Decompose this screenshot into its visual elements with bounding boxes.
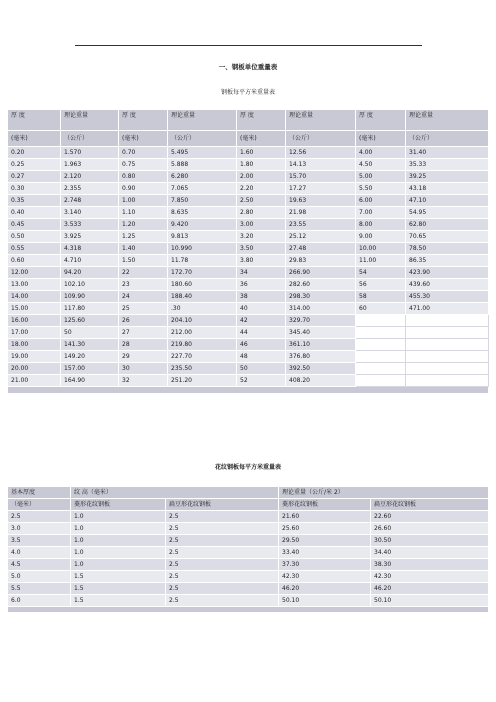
unit-cell: (毫米) <box>119 131 168 147</box>
table-cell: 392.50 <box>286 363 356 375</box>
steel-plate-weight-table <box>7 109 489 394</box>
table-cell: 0.60 <box>8 255 61 267</box>
table-row <box>8 583 489 595</box>
table-cell: 0.50 <box>8 231 61 243</box>
table-cell: 27.48 <box>286 243 356 255</box>
table-row <box>8 255 489 267</box>
table-cell: 235.50 <box>168 363 237 375</box>
table-cell: 204.10 <box>168 315 237 327</box>
table-cell: 31.40 <box>406 147 489 159</box>
table-cell: 3.00 <box>237 219 286 231</box>
table-cell: 46.20 <box>279 583 371 595</box>
table-cell: 1.963 <box>61 159 119 171</box>
table-cell: 4.710 <box>61 255 119 267</box>
table-cell: 9.00 <box>356 231 406 243</box>
table-cell: 22 <box>119 267 168 279</box>
table-cell: 471.00 <box>406 303 489 315</box>
table-cell: 8.635 <box>168 207 237 219</box>
table-cell: 30 <box>119 363 168 375</box>
table-cell: 141.30 <box>61 339 119 351</box>
table-cell: 50 <box>237 363 286 375</box>
table-cell: 1.20 <box>119 219 168 231</box>
table-cell: 4.5 <box>8 559 71 571</box>
table-cell: 15.00 <box>8 303 61 315</box>
table-cell: 3.0 <box>8 523 71 535</box>
table-cell: 2.5 <box>166 535 279 547</box>
table-cell: 2.5 <box>166 511 279 523</box>
table2-body <box>8 511 489 607</box>
table-cell: 1.00 <box>119 195 168 207</box>
unit-cell: （公斤） <box>61 131 119 147</box>
table-cell: 38.30 <box>371 559 489 571</box>
table-cell: 149.20 <box>61 351 119 363</box>
table-cell: 34 <box>237 267 286 279</box>
footer-cell <box>8 387 489 394</box>
table-cell: 56 <box>356 279 406 291</box>
table-cell: 19.63 <box>286 195 356 207</box>
table-cell: 5.5 <box>8 583 71 595</box>
table-cell: 345.40 <box>286 327 356 339</box>
table-cell: 11.78 <box>168 255 237 267</box>
table-cell: 5.0 <box>8 571 71 583</box>
table-cell: 423.90 <box>406 267 489 279</box>
table-cell: 11.00 <box>356 255 406 267</box>
table-cell <box>356 363 406 375</box>
top-rule <box>75 45 422 46</box>
table-cell <box>406 327 489 339</box>
table-cell: 24 <box>119 291 168 303</box>
table-cell: 16.00 <box>8 315 61 327</box>
table-row <box>8 291 489 303</box>
table-cell: 6.0 <box>8 595 71 607</box>
table-cell: 109.90 <box>61 291 119 303</box>
table-cell: 14.00 <box>8 291 61 303</box>
table-cell: 7.065 <box>168 183 237 195</box>
table-cell: 2.50 <box>237 195 286 207</box>
table-row <box>8 243 489 255</box>
table-row <box>8 327 489 339</box>
table-cell: 0.70 <box>119 147 168 159</box>
table-cell: 329.70 <box>286 315 356 327</box>
table-cell: 408.20 <box>286 375 356 387</box>
table-cell: 54 <box>356 267 406 279</box>
table-row <box>8 147 489 159</box>
table-cell: 282.60 <box>286 279 356 291</box>
table-cell: 1.0 <box>71 559 166 571</box>
table2-footer-bar <box>8 607 489 613</box>
table-cell: 6.280 <box>168 171 237 183</box>
table2-subheader-row <box>8 499 489 511</box>
table-cell: 36 <box>237 279 286 291</box>
table2-caption: 花纹钢板每平方米重量表 <box>214 464 281 471</box>
table-cell: 1.5 <box>71 595 166 607</box>
table-cell: 0.35 <box>8 195 61 207</box>
table-cell: 27 <box>119 327 168 339</box>
table-row <box>8 195 489 207</box>
table-cell <box>356 327 406 339</box>
unit-cell: （公斤） <box>406 131 489 147</box>
table-cell <box>406 375 489 387</box>
table-cell: 32 <box>119 375 168 387</box>
table-cell: 1.60 <box>237 147 286 159</box>
table-cell: 1.0 <box>71 523 166 535</box>
table-cell: 23 <box>119 279 168 291</box>
table-row <box>8 339 489 351</box>
header-cell: 菱形花纹钢板 <box>279 499 371 511</box>
table-cell: 2.5 <box>166 571 279 583</box>
header-cell: 基本厚度 <box>8 487 71 499</box>
table-cell: 15.70 <box>286 171 356 183</box>
table-row <box>8 279 489 291</box>
table-cell: 2.5 <box>8 511 71 523</box>
table-cell: 8.00 <box>356 219 406 231</box>
header-cell: 菱形花纹钢板 <box>71 499 166 511</box>
table-cell <box>356 351 406 363</box>
table-cell: 21.00 <box>8 375 61 387</box>
table-cell: 0.80 <box>119 171 168 183</box>
table-cell: 2.5 <box>166 583 279 595</box>
table-cell: 2.120 <box>61 171 119 183</box>
table-cell: 52 <box>237 375 286 387</box>
table-cell: 3.140 <box>61 207 119 219</box>
table-cell: 314.00 <box>286 303 356 315</box>
table-cell: 0.25 <box>8 159 61 171</box>
table-cell: 266.90 <box>286 267 356 279</box>
table-cell: 7.00 <box>356 207 406 219</box>
table-cell: 70.65 <box>406 231 489 243</box>
table-cell: 6.00 <box>356 195 406 207</box>
table-cell: 58 <box>356 291 406 303</box>
table-cell: 19.00 <box>8 351 61 363</box>
table-cell <box>406 315 489 327</box>
table-cell: 42 <box>237 315 286 327</box>
table-cell: 94.20 <box>61 267 119 279</box>
table-cell: 125.60 <box>61 315 119 327</box>
table-row <box>8 351 489 363</box>
table-cell: 298.30 <box>286 291 356 303</box>
header-cell: 厚 度 <box>356 110 406 131</box>
table-cell: 12.56 <box>286 147 356 159</box>
table-cell: 26.60 <box>371 523 489 535</box>
unit-cell: (毫米) <box>8 131 61 147</box>
table-cell: 1.25 <box>119 231 168 243</box>
header-cell: 理论重量 <box>406 110 489 131</box>
table-cell: 17.00 <box>8 327 61 339</box>
table-cell <box>406 351 489 363</box>
table-cell: 3.80 <box>237 255 286 267</box>
table-cell: 29.50 <box>279 535 371 547</box>
table-row <box>8 559 489 571</box>
table-cell: 33.40 <box>279 547 371 559</box>
header-cell: 理论重量 <box>168 110 237 131</box>
table-cell: 7.850 <box>168 195 237 207</box>
table-cell: 25 <box>119 303 168 315</box>
table-cell: 14.13 <box>286 159 356 171</box>
table-cell: 157.00 <box>61 363 119 375</box>
table-cell <box>356 375 406 387</box>
table-cell: 1.5 <box>71 583 166 595</box>
section-title: 一、钢板单位重量表 <box>218 63 278 71</box>
table1-caption: 钢板每平方米重量表 <box>220 89 275 96</box>
table-cell: 188.40 <box>168 291 237 303</box>
table-cell: 2.80 <box>237 207 286 219</box>
table-cell: 3.5 <box>8 535 71 547</box>
header-cell: （毫米） <box>8 499 71 511</box>
unit-cell: (毫米) <box>356 131 406 147</box>
table-cell: 4.0 <box>8 547 71 559</box>
table-cell: 4.50 <box>356 159 406 171</box>
unit-cell: （公斤） <box>286 131 356 147</box>
table-cell: 54.95 <box>406 207 489 219</box>
table-cell: 439.60 <box>406 279 489 291</box>
table-cell: 1.40 <box>119 243 168 255</box>
table1-body <box>8 147 489 387</box>
table-cell: 1.0 <box>71 535 166 547</box>
table-cell: 29.83 <box>286 255 356 267</box>
table-cell: 5.888 <box>168 159 237 171</box>
table-row <box>8 219 489 231</box>
table-cell: 34.40 <box>371 547 489 559</box>
table-cell: 21.60 <box>279 511 371 523</box>
table-cell: 361.10 <box>286 339 356 351</box>
table-cell: 2.5 <box>166 559 279 571</box>
table-row <box>8 363 489 375</box>
table-row <box>8 267 489 279</box>
header-cell: 理论重量 <box>286 110 356 131</box>
table-cell: 0.55 <box>8 243 61 255</box>
table-cell: 219.80 <box>168 339 237 351</box>
table-cell: 50.10 <box>371 595 489 607</box>
table-cell: 102.10 <box>61 279 119 291</box>
header-cell: 理论重量 <box>61 110 119 131</box>
table-cell: 5.495 <box>168 147 237 159</box>
table-cell: 117.80 <box>61 303 119 315</box>
table-cell <box>406 339 489 351</box>
table-cell: 17.27 <box>286 183 356 195</box>
table-row <box>8 511 489 523</box>
table-cell: 3.533 <box>61 219 119 231</box>
table-cell <box>356 339 406 351</box>
table-cell: 180.60 <box>168 279 237 291</box>
table-cell: 1.50 <box>119 255 168 267</box>
table-cell: 50.10 <box>279 595 371 607</box>
table-cell: 164.90 <box>61 375 119 387</box>
table-cell: 1.80 <box>237 159 286 171</box>
table-cell: 2.5 <box>166 547 279 559</box>
header-cell: 厚 度 <box>8 110 61 131</box>
table-cell: 44 <box>237 327 286 339</box>
table-cell: 13.00 <box>8 279 61 291</box>
table-cell: 9.813 <box>168 231 237 243</box>
table-cell: 9.420 <box>168 219 237 231</box>
table-cell: 46 <box>237 339 286 351</box>
table2-header-row <box>8 487 489 499</box>
table-cell: 46.20 <box>371 583 489 595</box>
table-cell: 1.10 <box>119 207 168 219</box>
table-cell: 25.60 <box>279 523 371 535</box>
table-cell: 78.50 <box>406 243 489 255</box>
table-cell: 60 <box>356 303 406 315</box>
table-cell: 2.5 <box>166 523 279 535</box>
header-cell: 纹 高（毫米） <box>71 487 279 499</box>
table-cell: 62.80 <box>406 219 489 231</box>
table-cell: 28 <box>119 339 168 351</box>
table-cell: 0.30 <box>8 183 61 195</box>
table-cell: 4.00 <box>356 147 406 159</box>
table-row <box>8 375 489 387</box>
table-cell: 5.00 <box>356 171 406 183</box>
table-cell: 0.40 <box>8 207 61 219</box>
table-cell: 376.80 <box>286 351 356 363</box>
table-cell: 2.5 <box>166 595 279 607</box>
footer-cell <box>8 607 489 613</box>
table-cell: 4.318 <box>61 243 119 255</box>
table-cell: 0.45 <box>8 219 61 231</box>
table-cell: 1.0 <box>71 547 166 559</box>
table-cell: 227.70 <box>168 351 237 363</box>
header-cell: 扁豆形花纹钢板 <box>371 499 489 511</box>
table-cell: 18.00 <box>8 339 61 351</box>
table-cell: 0.20 <box>8 147 61 159</box>
table-cell: 12.00 <box>8 267 61 279</box>
table-cell: 47.10 <box>406 195 489 207</box>
header-cell: 厚 度 <box>119 110 168 131</box>
table-row <box>8 547 489 559</box>
table-cell: 40 <box>237 303 286 315</box>
table-row <box>8 535 489 547</box>
table-row <box>8 171 489 183</box>
table-cell <box>406 363 489 375</box>
table-cell: 3.20 <box>237 231 286 243</box>
unit-cell: （公斤） <box>168 131 237 147</box>
table-cell: 251.20 <box>168 375 237 387</box>
table-cell: 2.355 <box>61 183 119 195</box>
table-row <box>8 207 489 219</box>
table-cell: 42.30 <box>371 571 489 583</box>
table-cell: 2.20 <box>237 183 286 195</box>
patterned-plate-weight-table <box>7 486 489 613</box>
table-cell: 3.50 <box>237 243 286 255</box>
table-cell: 37.30 <box>279 559 371 571</box>
table-cell: 35.33 <box>406 159 489 171</box>
table-cell: 212.00 <box>168 327 237 339</box>
table1-footer-bar <box>8 387 489 394</box>
table-cell: 455.30 <box>406 291 489 303</box>
table-cell: 2.00 <box>237 171 286 183</box>
table-row <box>8 231 489 243</box>
table-cell: 3.925 <box>61 231 119 243</box>
table-cell: 20.00 <box>8 363 61 375</box>
table-cell: 50 <box>61 327 119 339</box>
header-cell: 扁豆形花纹钢板 <box>166 499 279 511</box>
table-cell: 29 <box>119 351 168 363</box>
table-cell: 0.27 <box>8 171 61 183</box>
table-row <box>8 571 489 583</box>
table-cell: 172.70 <box>168 267 237 279</box>
table-cell: 2.748 <box>61 195 119 207</box>
table-cell: 42.30 <box>279 571 371 583</box>
table-cell: 30.50 <box>371 535 489 547</box>
table-cell: 23.55 <box>286 219 356 231</box>
table-cell: 5.50 <box>356 183 406 195</box>
table-cell: 1.570 <box>61 147 119 159</box>
table-cell: 10.00 <box>356 243 406 255</box>
table-row <box>8 595 489 607</box>
table-cell: 1.0 <box>71 511 166 523</box>
table1-header-row <box>8 110 489 131</box>
table-row <box>8 183 489 195</box>
table-cell: 0.75 <box>119 159 168 171</box>
table-cell <box>356 315 406 327</box>
table1-unit-row <box>8 131 489 147</box>
table-cell: 1.5 <box>71 571 166 583</box>
header-cell: 理论重量（公斤/米 2） <box>279 487 489 499</box>
table-cell: .30 <box>168 303 237 315</box>
table-cell: 22.60 <box>371 511 489 523</box>
unit-cell: (毫米) <box>237 131 286 147</box>
table-row <box>8 315 489 327</box>
table-cell: 86.35 <box>406 255 489 267</box>
table-cell: 10.990 <box>168 243 237 255</box>
table-cell: 0.90 <box>119 183 168 195</box>
table-row <box>8 303 489 315</box>
table-row <box>8 159 489 171</box>
table-row <box>8 523 489 535</box>
table-cell: 25.12 <box>286 231 356 243</box>
table-cell: 38 <box>237 291 286 303</box>
table-cell: 26 <box>119 315 168 327</box>
table-cell: 43.18 <box>406 183 489 195</box>
table-cell: 48 <box>237 351 286 363</box>
table-cell: 39.25 <box>406 171 489 183</box>
header-cell: 厚 度 <box>237 110 286 131</box>
table-cell: 21.98 <box>286 207 356 219</box>
